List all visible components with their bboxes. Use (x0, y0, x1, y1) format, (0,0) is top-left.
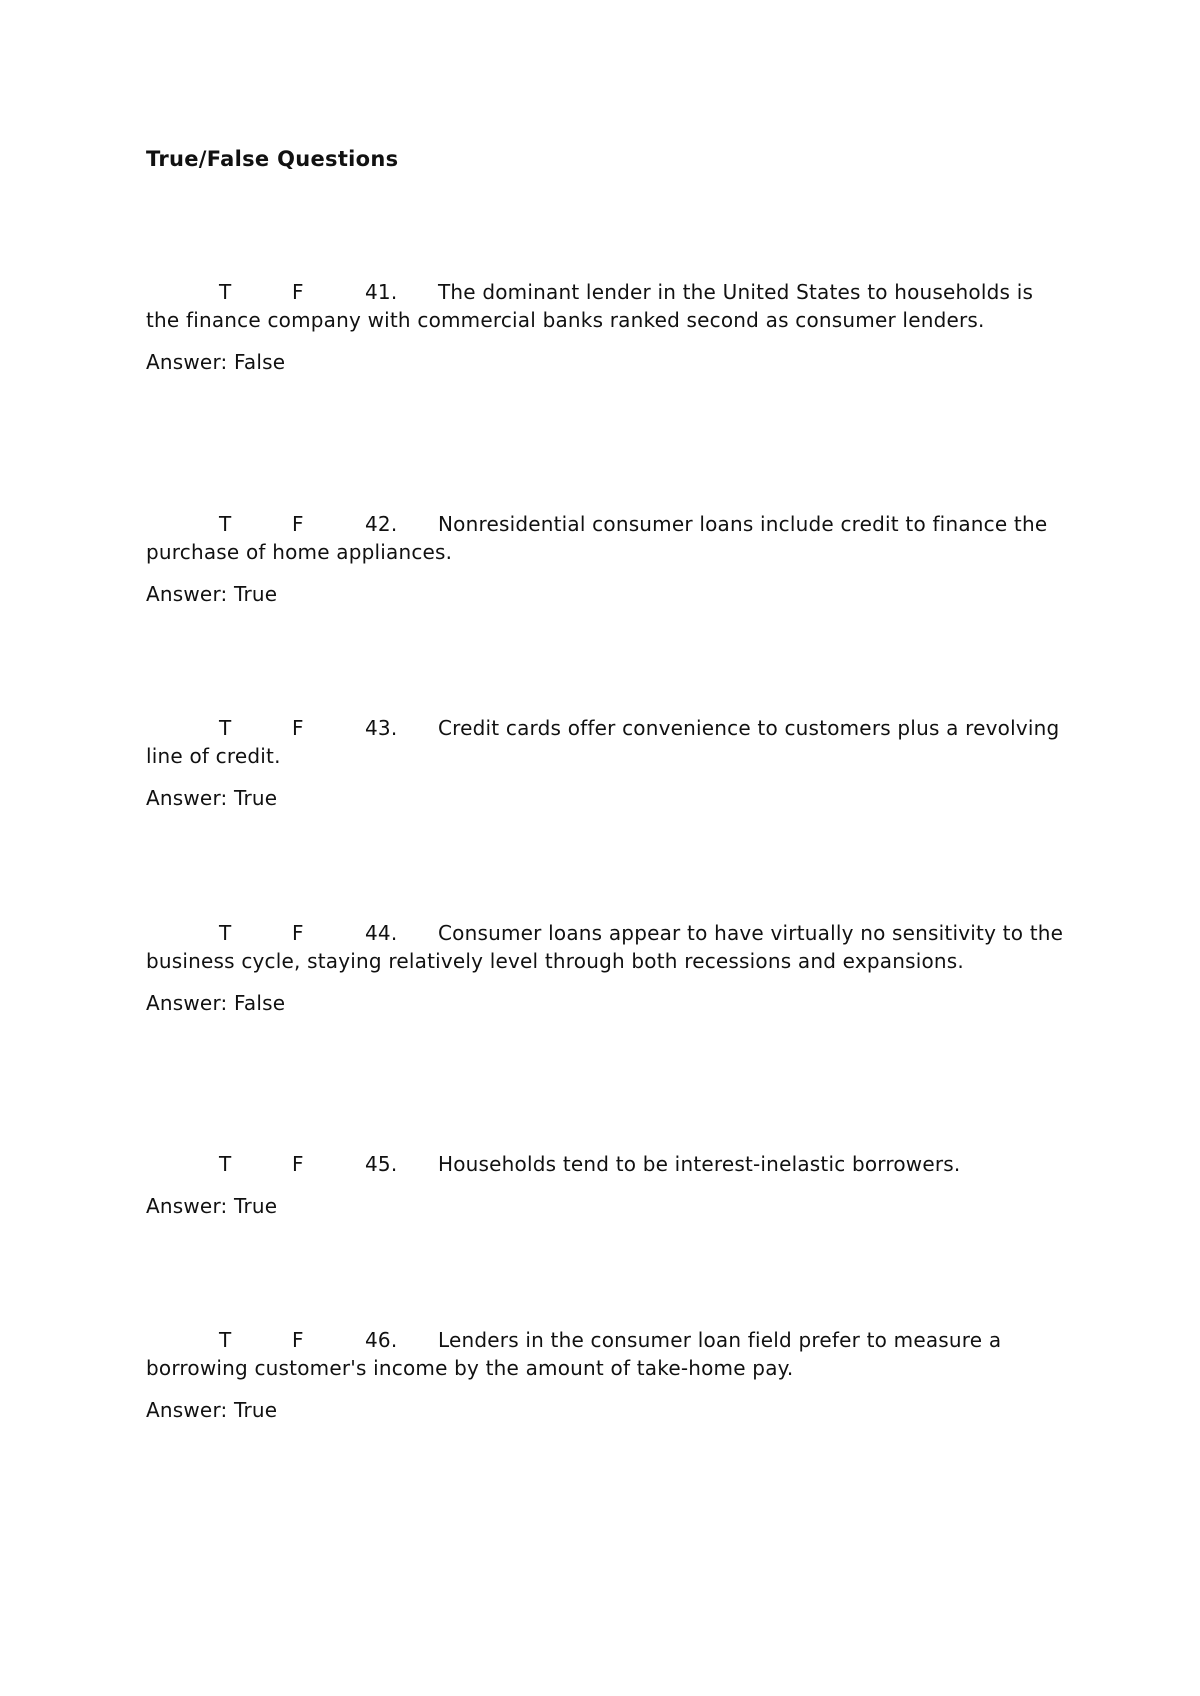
question-item (146, 278, 1066, 376)
question-text-line (146, 278, 1066, 334)
question-text: Lenders in the consumer loan field prefer to measure a borrowing customer's income by the amount of take-home pay. (146, 1328, 1002, 1380)
question-number: 44. (365, 921, 398, 945)
question-item (146, 510, 1066, 608)
question-text-line (146, 510, 1066, 566)
false-mark: F (292, 1328, 304, 1352)
false-mark: F (292, 716, 304, 740)
false-mark: F (292, 921, 304, 945)
question-number: 42. (365, 512, 398, 536)
question-text: Credit cards offer convenience to customers plus a revolving line of credit. (146, 716, 1060, 768)
true-mark: T (219, 921, 232, 945)
answer-text: Answer: False (146, 991, 286, 1015)
question-number: 45. (365, 1152, 398, 1176)
question-text-line (146, 714, 1066, 770)
question-item (146, 1326, 1066, 1424)
question-text-line (146, 1150, 1066, 1178)
page-title: True/False Questions (146, 147, 399, 171)
true-mark: T (219, 280, 232, 304)
false-mark: F (292, 1152, 304, 1176)
false-mark: F (292, 280, 304, 304)
question-item (146, 1150, 1066, 1220)
true-mark: T (219, 716, 232, 740)
question-number: 41. (365, 280, 398, 304)
question-number: 43. (365, 716, 398, 740)
question-item (146, 919, 1066, 1017)
question-text: Nonresidential consumer loans include credit to finance the purchase of home appliances. (146, 512, 1048, 564)
question-text-line (146, 1326, 1066, 1382)
true-mark: T (219, 1152, 232, 1176)
answer-text: Answer: True (146, 1398, 278, 1422)
question-item (146, 714, 1066, 812)
question-number: 46. (365, 1328, 398, 1352)
answer-text: Answer: True (146, 582, 278, 606)
true-mark: T (219, 1328, 232, 1352)
answer-text: Answer: False (146, 350, 286, 374)
false-mark: F (292, 512, 304, 536)
question-text: Consumer loans appear to have virtually no sensitivity to the business cycle, staying relatively level through both recessions and expansions. (146, 921, 1064, 973)
question-text-line (146, 919, 1066, 975)
true-mark: T (219, 512, 232, 536)
question-text: Households tend to be interest-inelastic borrowers. (438, 1152, 961, 1176)
answer-text: Answer: True (146, 786, 278, 810)
answer-text: Answer: True (146, 1194, 278, 1218)
question-text: The dominant lender in the United States to households is the finance company with commercial banks ranked second as consumer lenders. (146, 280, 1034, 332)
